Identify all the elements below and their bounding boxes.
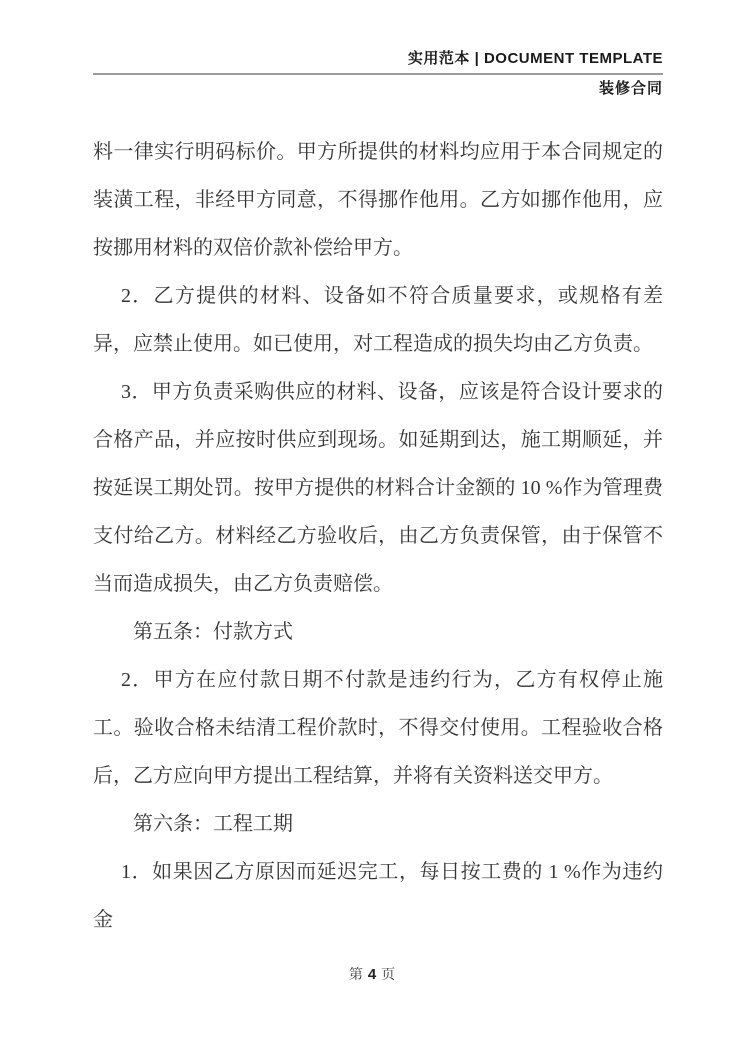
- header-divider: [93, 73, 663, 75]
- paragraph: 料一律实行明码标价。甲方所提供的材料均应用于本合同规定的装潢工程，非经甲方同意，不得挪作他用。乙方如挪作他用，应按挪用材料的双倍价款补偿给甲方。: [93, 141, 663, 259]
- page-footer: [0, 963, 744, 988]
- page-header: [93, 48, 663, 99]
- footer-page-suffix: 页: [381, 968, 396, 983]
- footer-page-number: 4: [367, 966, 377, 983]
- footer-page-prefix: 第: [348, 968, 363, 983]
- header-brand: 实用范本 | DOCUMENT TEMPLATE: [407, 50, 663, 67]
- paragraph: 第五条：付款方式: [133, 621, 293, 643]
- contract-body: [93, 128, 663, 944]
- paragraph: 2．甲方在应付款日期不付款是违约行为，乙方有权停止施工。验收合格未结清工程价款时，不得交付使用。工程验收合格后，乙方应向甲方提出工程结算，并将有关资料送交甲方。: [93, 669, 663, 787]
- paragraph: 3．甲方负责采购供应的材料、设备，应该是符合设计要求的合格产品，并应按时供应到现场。如延期到达，施工期顺延，并按延误工期处罚。按甲方提供的材料合计金额的 10 %作为管理费支付给乙方。材料经乙方验收后，由乙方负责保管，由于保管不当而造成损失，由乙方负责赔偿。: [93, 381, 663, 595]
- paragraph: 2．乙方提供的材料、设备如不符合质量要求，或规格有差异，应禁止使用。如已使用，对工程造成的损失均由乙方负责。: [93, 285, 663, 355]
- header-doc-title: 装修合同: [598, 80, 663, 97]
- paragraph: 1．如果因乙方原因而延迟完工，每日按工费的 1 %作为违约金: [93, 861, 663, 931]
- paragraph: 第六条：工程工期: [133, 813, 293, 835]
